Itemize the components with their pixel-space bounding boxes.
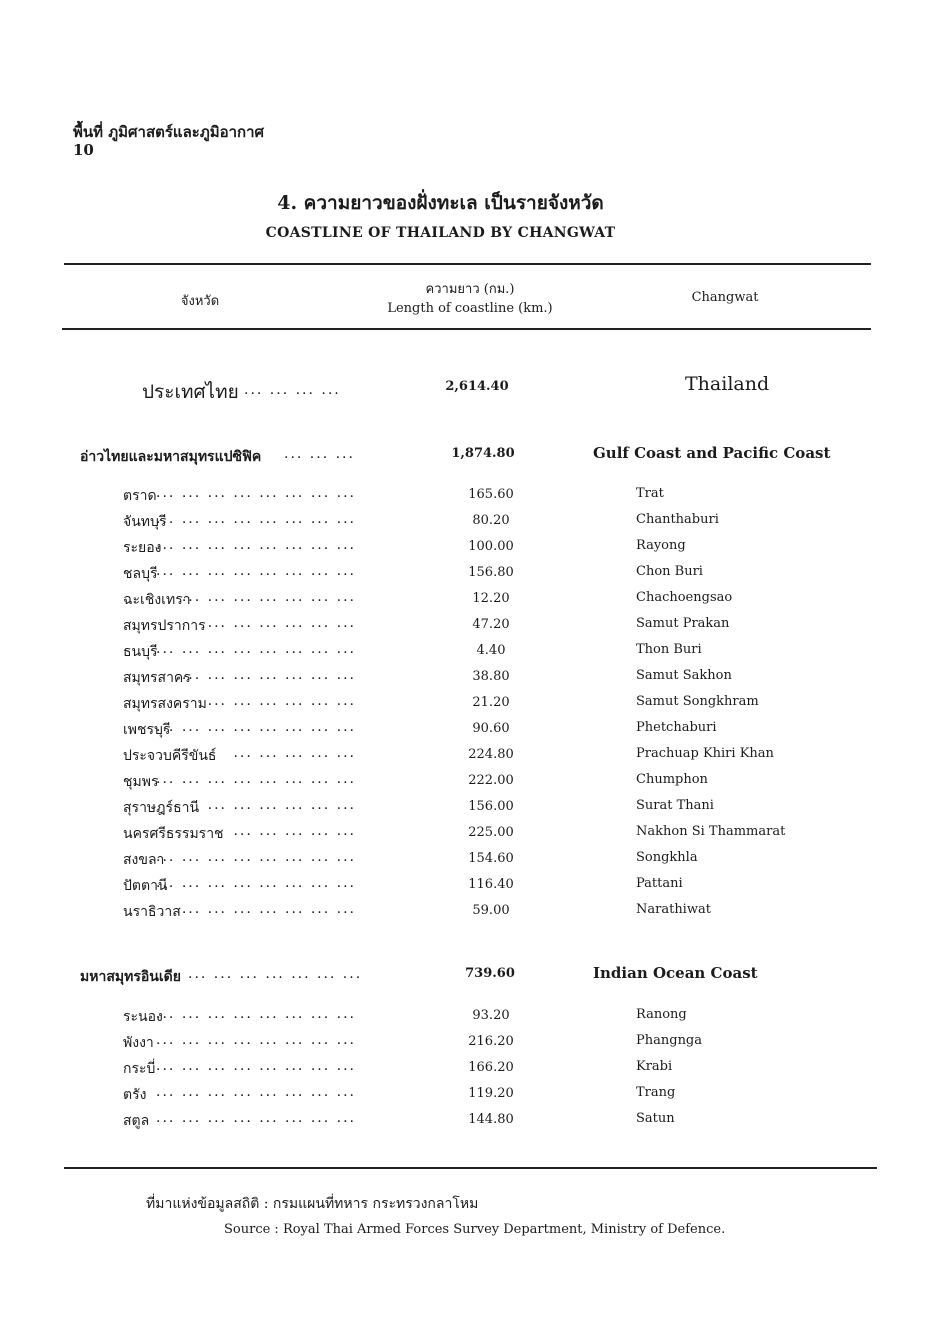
leader-dots: ... ... ... ... ... ... ... ... (156, 485, 356, 501)
province-name-thai: จันทบุรี (123, 514, 167, 530)
column-header-changwat: Changwat (691, 290, 759, 305)
province-name-english: Trang (636, 1085, 676, 1100)
coastline-length: 156.00 (468, 799, 514, 814)
province-name-thai: สมุทรสาคร (123, 670, 191, 686)
gulf-value: 1,874.80 (451, 446, 515, 461)
province-name-english: Ranong (636, 1007, 687, 1022)
leader-dots: ... ... ... ... ... ... ... ... (156, 537, 356, 553)
province-name-thai: สุราษฎร์ธานี (123, 800, 200, 816)
province-name-english: Surat Thani (636, 798, 714, 813)
coastline-length: 59.00 (472, 903, 510, 918)
indian-value: 739.60 (465, 966, 515, 981)
province-name-thai: สตูล (123, 1113, 150, 1129)
province-name-thai: นครศรีธรรมราช (123, 826, 224, 842)
province-name-english: Phangnga (636, 1033, 703, 1048)
province-name-english: Samut Sakhon (636, 668, 732, 683)
coastline-length: 224.80 (468, 747, 514, 762)
coastline-length: 156.80 (468, 565, 514, 580)
province-name-english: Chanthaburi (636, 512, 719, 527)
province-name-thai: ประจวบคีรีขันธ์ (123, 748, 217, 764)
indian-leader-dots: ... ... ... ... ... ... ... (188, 966, 363, 982)
leader-dots: ... ... ... ... ... ... ... ... (156, 875, 356, 891)
province-name-thai: ฉะเชิงเทรา (123, 592, 191, 608)
header-rule (62, 328, 871, 330)
province-name-english: Phetchaburi (636, 720, 717, 735)
gulf-leader-dots: ... ... ... (284, 446, 355, 462)
leader-dots: ... ... ... ... ... ... ... ... (156, 1032, 356, 1048)
leader-dots: ... ... ... ... ... ... (207, 615, 356, 631)
leader-dots: ... ... ... ... ... ... ... ... (156, 1058, 356, 1074)
coastline-length: 12.20 (472, 591, 510, 606)
table-title-english: COASTLINE OF THAILAND BY CHANGWAT (265, 225, 616, 241)
province-name-thai: ระนอง (123, 1009, 163, 1025)
leader-dots: ... ... ... ... ... ... ... (181, 667, 356, 683)
coastline-length: 21.20 (472, 695, 510, 710)
province-name-english: Samut Songkhram (636, 694, 759, 709)
column-header-length-english: Length of coastline (km.) (387, 301, 553, 316)
source-note-thai: ที่มาแห่งข้อมูลสถิติ : กรมแผนที่ทหาร กระทรวงกลาโหม (146, 1196, 479, 1212)
province-name-thai: ระยอง (123, 540, 162, 556)
province-name-thai: ปัตตานี (123, 878, 168, 894)
coastline-length: 4.40 (476, 643, 506, 658)
leader-dots: ... ... ... ... ... ... ... ... (156, 719, 356, 735)
gulf-label-thai: อ่าวไทยและมหาสมุทรแปซิฟิค (80, 449, 262, 465)
province-name-thai: เพชรบุรี (123, 722, 171, 738)
province-name-thai: กระบี่ (123, 1061, 156, 1077)
province-name-english: Chachoengsao (636, 590, 733, 605)
gulf-label-english: Gulf Coast and Pacific Coast (593, 444, 831, 462)
province-name-thai: ชลบุรี (123, 566, 158, 582)
bottom-rule (64, 1167, 877, 1169)
province-name-english: Narathiwat (636, 902, 711, 917)
province-name-thai: ตราด (123, 488, 157, 504)
province-name-english: Krabi (636, 1059, 673, 1074)
leader-dots: ... ... ... ... ... ... ... ... (156, 1006, 356, 1022)
leader-dots: ... ... ... ... ... ... ... ... (156, 511, 356, 527)
province-name-thai: สมุทรปราการ (123, 618, 206, 634)
coastline-length: 216.20 (468, 1034, 514, 1049)
leader-dots: ... ... ... ... ... ... ... ... (156, 563, 356, 579)
leader-dots: ... ... ... ... ... ... ... ... (156, 1110, 356, 1126)
column-header-province-thai: จังหวัด (180, 294, 220, 309)
leader-dots: ... ... ... ... ... ... ... ... (156, 771, 356, 787)
coastline-length: 80.20 (472, 513, 510, 528)
leader-dots: ... ... ... ... ... ... (207, 693, 356, 709)
province-name-english: Songkhla (636, 850, 698, 865)
coastline-length: 222.00 (468, 773, 514, 788)
total-label-thai: ประเทศไทย (142, 381, 239, 403)
leader-dots: ... ... ... ... ... ... ... ... (156, 1084, 356, 1100)
province-name-english: Chumphon (636, 772, 708, 787)
coastline-length: 93.20 (472, 1008, 510, 1023)
province-name-english: Trat (636, 486, 664, 501)
coastline-length: 165.60 (468, 487, 514, 502)
province-name-thai: ชุมพร (123, 774, 159, 790)
province-name-thai: นราธิวาส (123, 904, 181, 920)
table-title-thai: 4. ความยาวของฝั่งทะเล เป็นรายจังหวัด (277, 192, 604, 214)
coastline-length: 144.80 (468, 1112, 514, 1127)
total-value: 2,614.40 (445, 379, 509, 394)
province-name-thai: สมุทรสงคราม (123, 696, 207, 712)
column-header-length-thai: ความยาว (กม.) (425, 282, 515, 297)
leader-dots: ... ... ... ... ... ... ... ... (156, 849, 356, 865)
indian-label-english: Indian Ocean Coast (593, 964, 758, 982)
coastline-length: 225.00 (468, 825, 514, 840)
province-name-thai: พังงา (123, 1035, 154, 1051)
page-section-title: พื้นที่ ภูมิศาสตร์และภูมิอากาศ (73, 123, 265, 141)
coastline-length: 100.00 (468, 539, 514, 554)
province-name-english: Thon Buri (636, 642, 702, 657)
coastline-length: 38.80 (472, 669, 510, 684)
province-name-english: Chon Buri (636, 564, 703, 579)
leader-dots: ... ... ... ... ... (233, 823, 356, 839)
coastline-length: 116.40 (468, 877, 514, 892)
source-note-english: Source : Royal Thai Armed Forces Survey Department, Ministry of Defence. (224, 1222, 726, 1237)
top-rule (64, 263, 871, 265)
leader-dots: ... ... ... ... ... ... (207, 797, 356, 813)
province-name-thai: สงขลา (123, 852, 165, 868)
leader-dots: ... ... ... ... ... (233, 745, 356, 761)
total-leader-dots: ... ... ... ... (244, 382, 341, 398)
leader-dots: ... ... ... ... ... ... ... ... (156, 641, 356, 657)
province-name-english: Pattani (636, 876, 683, 891)
coastline-length: 47.20 (472, 617, 510, 632)
leader-dots: ... ... ... ... ... ... ... (181, 901, 356, 917)
province-name-english: Rayong (636, 538, 686, 553)
coastline-length: 154.60 (468, 851, 514, 866)
leader-dots: ... ... ... ... ... ... ... (181, 589, 356, 605)
province-name-thai: ตรัง (123, 1087, 147, 1103)
province-name-english: Nakhon Si Thammarat (636, 824, 786, 839)
total-label-english: Thailand (685, 373, 770, 395)
province-name-thai: ธนบุรี (123, 644, 158, 660)
coastline-length: 119.20 (468, 1086, 514, 1101)
coastline-length: 90.60 (472, 721, 510, 736)
page-number: 10 (73, 141, 94, 159)
coastline-length: 166.20 (468, 1060, 514, 1075)
province-name-english: Prachuap Khiri Khan (636, 746, 774, 761)
province-name-english: Samut Prakan (636, 616, 730, 631)
province-name-english: Satun (636, 1111, 675, 1126)
indian-label-thai: มหาสมุทรอินเดีย (80, 969, 181, 985)
